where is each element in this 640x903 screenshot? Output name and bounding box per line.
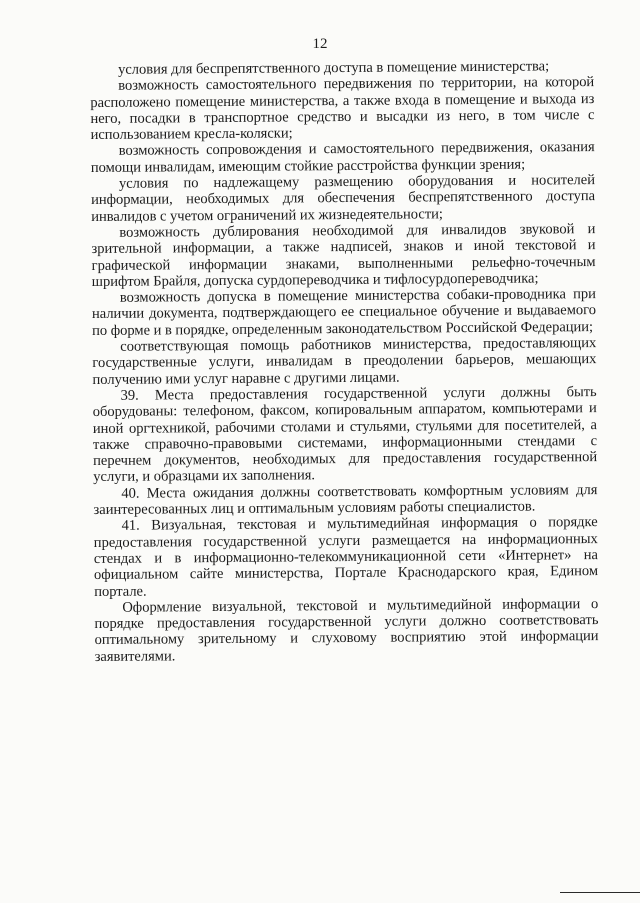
paragraph-guide-dog: возможность допуска в помещение министерства собаки-проводника при наличии документа, подтверждающего ее специальное обучение и выдаваемого по форме и в порядке, определенным законодательством Российской Федерации; xyxy=(91,286,597,339)
paragraph-information-duplication: возможность дублирования необходимой для инвалидов звуковой и зрительной информации, а также надписей, знаков и иной текстовой и графической информации знаками, выполненными рельефно-точечным шрифтом Брайля, допуска сурдопереводчика и тифлосурдопереводчика; xyxy=(91,221,596,290)
paragraph-41: 41. Визуальная, текстовая и мультимедийная информация о порядке предоставления государственной услуги размещается на информационных стендах и в информационно-телекоммуникационной сети «Интернет» на официальном сайте министерства, Портале Краснодарского края, Едином портале. xyxy=(93,514,599,600)
bottom-rule xyxy=(560,892,640,893)
paragraph-39: 39. Места предоставления государственной услуги должны быть оборудованы: телефоном, факсом, копировальным аппаратом, компьютерами и иной оргтехникой, рабочими столами и стульями, стульями для посетителей, а также справочно-правовыми системами, информационными стендами с перечнем документов, необходимых для предоставления государственной услуги, и образцами их заполнения. xyxy=(92,383,598,486)
paragraph-staff-assistance: соответствующая помощь работников министерства, предоставляющих государственные услуги, инвалидам в преодолении барьеров, мешающих получению ими услуг наравне с другими лицами. xyxy=(92,335,597,388)
paragraph-accessible-premises: условия для беспрепятственного доступа в помещение министерства; xyxy=(117,58,550,78)
paragraph-escort-assistance: возможность сопровождения и самостоятельного передвижения, оказания помощи инвалидам, имеющим стойкие расстройства функции зрения; xyxy=(90,139,595,176)
page-number: 12 xyxy=(312,36,328,52)
paragraph-independent-movement: возможность самостоятельного передвижения по территории, на которой расположено помещение министерства, а также входа в помещение и выхода из него, посадки в транспортное средство и высадки из него, в том числе с использованием кресла-коляски; xyxy=(90,74,595,144)
paragraph-equipment-placement: условия по надлежащему размещению оборудования и носителей информации, необходимых для обеспечения беспрепятственного доступа инвалидов с учетом ограничений их жизнедеятельности; xyxy=(91,172,596,225)
paragraph-40: 40. Места ожидания должны соответствовать комфортным условиям для заинтересованных лиц и оптимальным условиям работы специалистов. xyxy=(93,481,598,519)
document-body xyxy=(90,58,599,665)
paragraph-design-information: Оформление визуальной, текстовой и мультимедийной информации о порядке предоставления государственной услуги должно соответствовать оптимальному зрительному и слуховому восприятию этой информации заявителями. xyxy=(94,595,599,665)
